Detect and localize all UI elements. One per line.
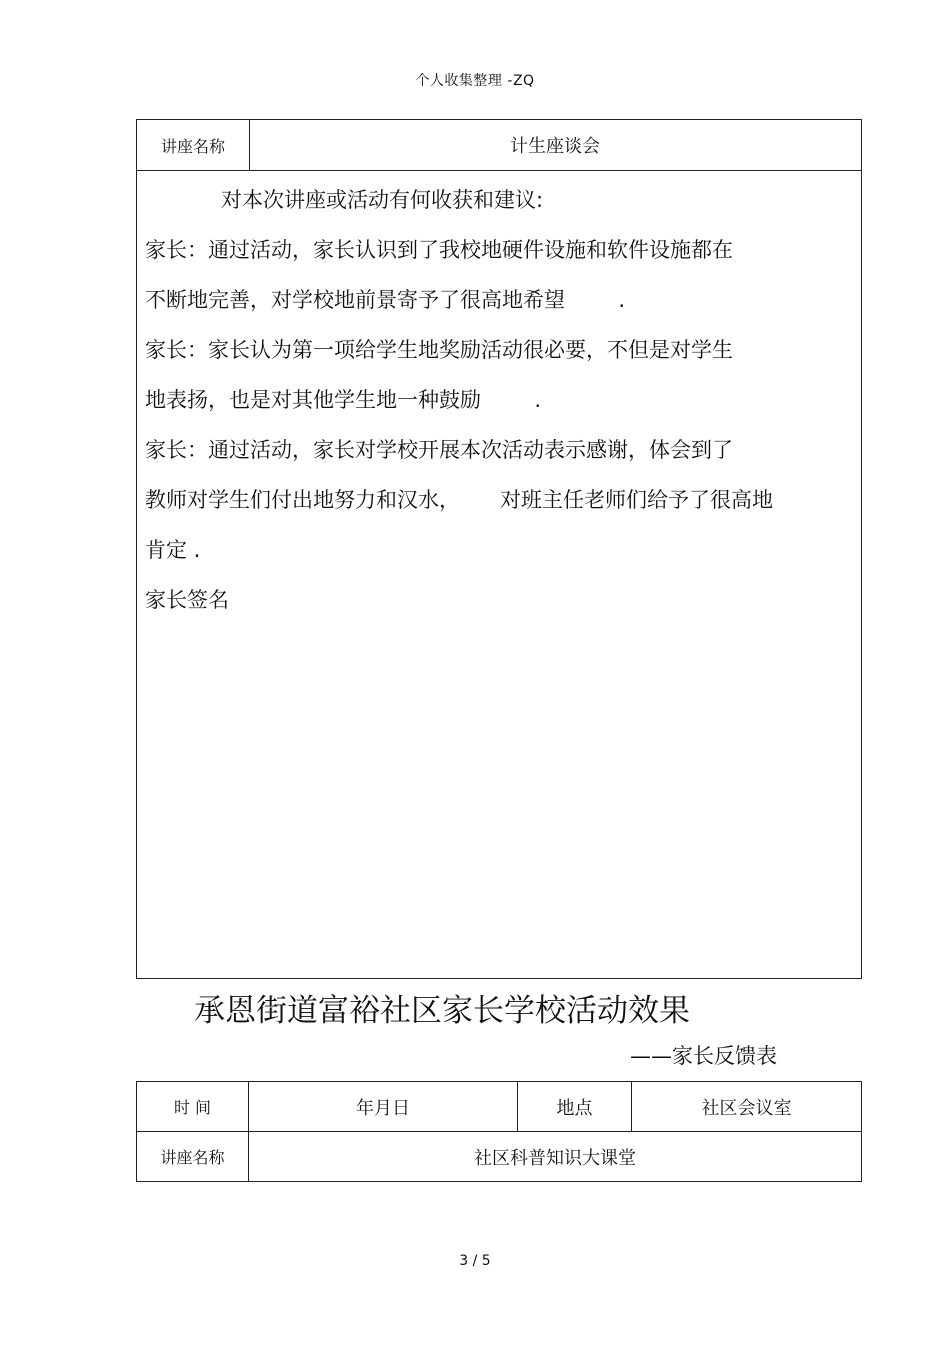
place-value: 社区会议室 xyxy=(632,1082,861,1132)
section-subtitle: ——家长反馈表 xyxy=(630,1044,777,1068)
feedback-line: 教师对学生们付出地努力和汉水， 对班主任老师们给予了很高地 xyxy=(145,488,774,512)
lecture-name-value: 社区科普知识大课堂 xyxy=(474,1147,636,1169)
feedback-line: 家长：家长认为第一项给学生地奖励活动很必要，不但是对学生 xyxy=(145,338,733,362)
feedback-text xyxy=(145,175,851,625)
page-number: 3 / 5 xyxy=(459,1253,491,1269)
feedback-line: 家长：通过活动，家长对学校开展本次活动表示感谢，体会到了 xyxy=(145,438,733,462)
parent-signature-label: 家长签名 xyxy=(145,588,229,612)
feedback-prompt: 对本次讲座或活动有何收获和建议: xyxy=(221,188,544,212)
feedback-line: 地表扬，也是对其他学生地一种鼓励 . xyxy=(145,388,542,412)
lecture-name-value: 计生座谈会 xyxy=(249,120,861,171)
place-label: 地点 xyxy=(518,1082,632,1132)
feedback-table-2 xyxy=(136,1081,862,1182)
feedback-line: 家长：通过活动，家长认识到了我校地硬件设施和软件设施都在 xyxy=(145,238,733,262)
feedback-table-1 xyxy=(136,119,862,979)
feedback-line: 肯定 . xyxy=(145,538,201,562)
feedback-line: 不断地完善，对学校地前景寄予了很高地希望 . xyxy=(145,288,626,312)
section-title: 承恩街道富裕社区家长学校活动效果 xyxy=(194,993,690,1029)
time-label: 时 间 xyxy=(137,1082,249,1132)
lecture-name-label: 讲座名称 xyxy=(137,1132,249,1181)
page-header: 个人收集整理 -ZQ xyxy=(415,73,535,89)
lecture-name-label: 讲座名称 xyxy=(137,120,250,171)
time-value: 年月日 xyxy=(249,1082,518,1132)
